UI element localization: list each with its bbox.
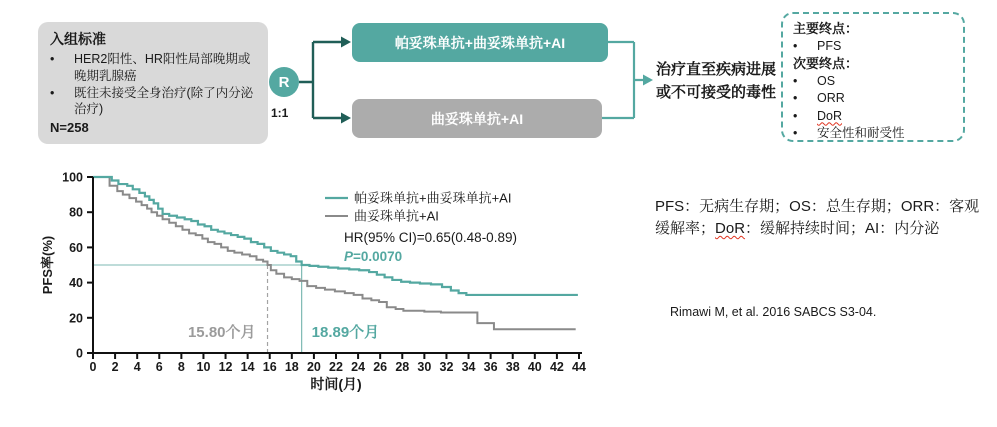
x-tick-label: 36	[483, 360, 498, 374]
endpoint-item	[793, 73, 953, 91]
x-tick-label: 16	[262, 360, 277, 374]
arrow-to-arm2-icon	[341, 113, 351, 124]
treatment-duration-note: 治疗直至疾病进展或不可接受的毒性	[656, 61, 777, 102]
primary-endpoints-title: 主要终点：	[793, 21, 859, 36]
secondary-endpoints-title: 次要终点：	[793, 56, 859, 71]
endpoint-item	[793, 108, 953, 126]
y-tick-label: 60	[69, 240, 83, 255]
bullet-icon: •	[793, 73, 798, 88]
abbreviations-footnote	[655, 196, 987, 240]
x-tick-label: 6	[155, 360, 163, 374]
list-item-label: HER2阳性、HR阳性局部晚期或晚期乳腺癌	[74, 52, 251, 83]
footnote-text-2: ：缓解持续时间；AI：内分泌	[745, 219, 940, 237]
x-tick-label: 0	[89, 360, 97, 374]
bullet-icon: •	[793, 91, 798, 105]
x-tick-label: 24	[351, 360, 366, 374]
arrow-to-arm1-icon	[341, 37, 351, 48]
y-tick-label: 80	[69, 205, 83, 220]
legend-label-trastuzumab: 曲妥珠单抗+AI	[354, 208, 439, 224]
x-tick-label: 26	[373, 360, 388, 374]
x-tick-label: 18	[284, 360, 299, 374]
bullet-icon: •	[793, 38, 798, 53]
y-tick-label: 0	[76, 346, 83, 361]
criteria-title: 入组标准	[50, 31, 106, 47]
sample-size-label: N=258	[50, 120, 89, 135]
randomization-symbol: R	[278, 73, 290, 91]
median-label-trastuzumab: 15.80个月	[187, 324, 256, 341]
secondary-endpoints-list	[793, 73, 953, 143]
list-item-label: PFS	[817, 38, 842, 53]
bullet-icon: •	[50, 52, 55, 66]
citation: Rimawi M, et al. 2016 SABCS S3-04.	[670, 305, 877, 319]
footnote-dor-term: DoR	[715, 219, 746, 237]
x-tick-label: 10	[196, 360, 211, 374]
p-value: P=0.0070	[344, 249, 403, 264]
bullet-icon: •	[50, 85, 55, 100]
arrow-to-treatment-icon	[643, 75, 653, 86]
hr-statistic: HR(95% CI)=0.65(0.48-0.89)	[344, 230, 517, 245]
x-tick-label: 20	[306, 360, 321, 374]
criteria-list	[50, 51, 256, 118]
endpoint-item	[793, 125, 953, 143]
criteria-item	[50, 51, 256, 85]
x-tick-label: 28	[395, 360, 410, 374]
inclusion-criteria-box	[38, 22, 268, 144]
arm-trastuzumab-ai-box: 曲妥珠单抗+AI	[352, 99, 602, 138]
endpoints-box	[781, 12, 965, 142]
x-tick-label: 14	[240, 360, 255, 374]
list-item-label: 既往未接受全身治疗(除了内分泌治疗)	[74, 85, 254, 117]
y-tick-label: 40	[69, 276, 83, 291]
y-axis-title: PFS率(%)	[40, 235, 55, 295]
y-tick-label: 100	[62, 170, 83, 185]
x-tick-label: 40	[527, 360, 542, 374]
primary-endpoints-list	[793, 38, 953, 56]
criteria-item	[50, 85, 256, 119]
bullet-icon: •	[793, 108, 798, 123]
list-item-label: DoR	[817, 108, 843, 123]
x-tick-label: 38	[505, 360, 520, 374]
km-chart	[15, 160, 640, 427]
legend-label-pertuzumab: 帕妥珠单抗+曲妥珠单抗+AI	[354, 190, 512, 206]
arm-pertuzumab-trastuzumab-ai-box: 帕妥珠单抗+曲妥珠单抗+AI	[352, 23, 608, 62]
x-tick-label: 44	[572, 360, 586, 374]
list-item-label: ORR	[817, 91, 845, 105]
x-tick-label: 12	[218, 360, 233, 374]
x-tick-label: 32	[439, 360, 454, 374]
randomization-circle	[269, 67, 299, 97]
x-tick-label: 22	[329, 360, 343, 374]
x-tick-label: 2	[111, 360, 119, 374]
legend	[325, 191, 511, 224]
x-tick-label: 34	[461, 360, 476, 374]
x-tick-label: 4	[133, 360, 141, 374]
endpoint-item	[793, 38, 953, 56]
list-item-label: OS	[817, 73, 836, 88]
randomization-ratio: 1:1	[271, 106, 289, 120]
endpoint-item	[793, 90, 953, 108]
x-axis-title: 时间(月)	[310, 376, 362, 392]
list-item-label: 安全性和耐受性	[817, 126, 905, 140]
footnote-text-1: PFS：无病生存期；OS：总生存期；ORR：客观缓解率；	[655, 198, 980, 237]
x-tick-label: 42	[549, 360, 564, 374]
x-tick-label: 8	[177, 360, 185, 374]
x-tick-label: 30	[417, 360, 432, 374]
branch-lines	[299, 42, 341, 118]
y-tick-label: 20	[69, 311, 83, 326]
median-label-pertuzumab: 18.89个月	[311, 324, 380, 341]
merge-lines	[602, 42, 643, 118]
bullet-icon: •	[793, 126, 798, 140]
